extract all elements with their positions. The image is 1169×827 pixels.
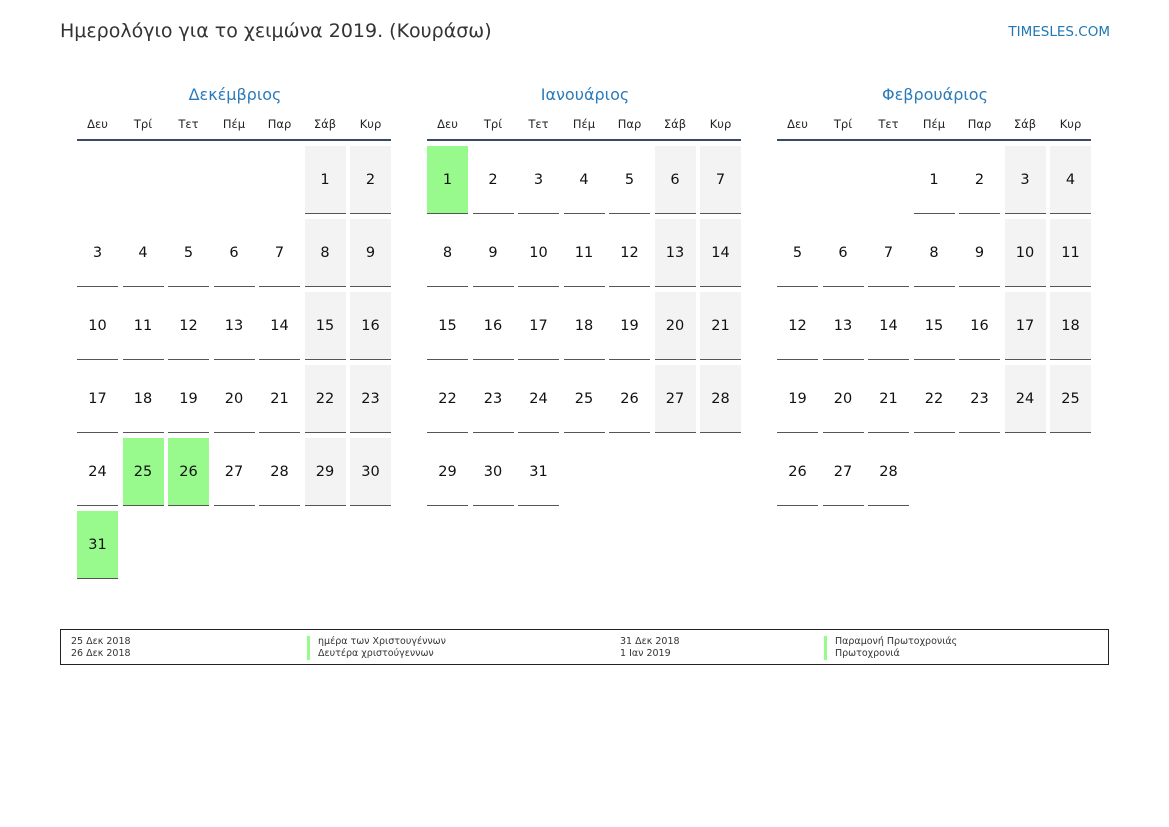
weekday-label: Πέμ	[922, 117, 946, 131]
legend-date: 1 Ιαν 2019	[620, 648, 671, 659]
weekday-label: Σάβ	[663, 117, 687, 131]
weekday-label: Πέμ	[572, 117, 596, 131]
page-title: Ημερολόγιο για το χειμώνα 2019. (Κουράσω)	[60, 20, 492, 42]
day-cell[interactable]: 18	[123, 365, 164, 433]
day-cell[interactable]: 9	[959, 219, 1000, 287]
month-2	[427, 83, 743, 480]
weekday-label: Σάβ	[1013, 117, 1037, 131]
day-cell[interactable]: 8	[427, 219, 468, 287]
day-cell[interactable]: 4	[123, 219, 164, 287]
day-cell[interactable]: 28	[868, 438, 909, 506]
day-cell[interactable]: 27	[655, 365, 696, 433]
day-cell[interactable]: 13	[655, 219, 696, 287]
legend-holiday-name: Δευτέρα χριστούγεννων	[307, 648, 434, 660]
day-cell[interactable]: 24	[77, 438, 118, 506]
weekday-label: Τρί	[133, 117, 153, 131]
day-cell[interactable]: 26	[609, 365, 650, 433]
day-cell[interactable]: 7	[868, 219, 909, 287]
weekday-header	[77, 113, 391, 141]
weekday-label: Δευ	[787, 117, 808, 131]
day-cell[interactable]: 11	[564, 219, 605, 287]
day-cell[interactable]: 14	[700, 219, 741, 287]
day-cell[interactable]: 30	[350, 438, 391, 506]
day-cell[interactable]: 1	[914, 146, 955, 214]
day-cell[interactable]: 8	[914, 219, 955, 287]
day-cell[interactable]: 16	[959, 292, 1000, 360]
day-cell[interactable]: 19	[168, 365, 209, 433]
weekday-label: Τρί	[833, 117, 853, 131]
day-cell[interactable]: 21	[868, 365, 909, 433]
day-cell[interactable]: 4	[564, 146, 605, 214]
day-cell[interactable]: 29	[427, 438, 468, 506]
brand-link[interactable]: TIMESLES.COM	[1008, 24, 1110, 40]
weekday-header	[777, 113, 1091, 141]
day-cell[interactable]: 23	[959, 365, 1000, 433]
day-cell[interactable]: 15	[914, 292, 955, 360]
day-cell[interactable]: 9	[473, 219, 514, 287]
day-cell[interactable]: 5	[777, 219, 818, 287]
day-cell[interactable]: 30	[473, 438, 514, 506]
day-cell[interactable]: 10	[1005, 219, 1046, 287]
day-cell[interactable]: 23	[473, 365, 514, 433]
legend-date: 25 Δεκ 2018	[71, 636, 131, 647]
weekday-label: Κυρ	[1059, 117, 1082, 131]
day-cell[interactable]: 5	[609, 146, 650, 214]
day-cell[interactable]: 2	[473, 146, 514, 214]
day-cell[interactable]: 15	[427, 292, 468, 360]
day-cell[interactable]: 14	[868, 292, 909, 360]
weekday-label: Παρ	[267, 117, 292, 131]
day-cell[interactable]: 20	[214, 365, 255, 433]
weekday-label: Παρ	[617, 117, 642, 131]
weekday-label: Πέμ	[222, 117, 246, 131]
day-cell[interactable]: 1	[305, 146, 346, 214]
day-cell[interactable]: 27	[823, 438, 864, 506]
day-cell[interactable]: 21	[259, 365, 300, 433]
month-title: Ιανουάριος	[540, 85, 630, 104]
day-cell[interactable]: 22	[305, 365, 346, 433]
day-cell[interactable]: 14	[259, 292, 300, 360]
day-cell[interactable]: 21	[700, 292, 741, 360]
weekday-label: Δευ	[87, 117, 108, 131]
month-3	[777, 83, 1093, 480]
day-cell[interactable]: 23	[350, 365, 391, 433]
legend-holiday-name: ημέρα των Χριστουγέννων	[307, 636, 446, 648]
holiday-legend	[60, 629, 1109, 665]
weekday-label: Σάβ	[313, 117, 337, 131]
day-cell[interactable]: 29	[305, 438, 346, 506]
day-cell[interactable]: 22	[427, 365, 468, 433]
day-cell[interactable]: 11	[1050, 219, 1091, 287]
month-title: Δεκέμβριος	[188, 85, 282, 104]
day-cell[interactable]: 31	[518, 438, 559, 506]
day-cell[interactable]: 9	[350, 219, 391, 287]
day-cell[interactable]: 31	[77, 511, 118, 579]
legend-holiday-name: Παραμονή Πρωτοχρονιάς	[824, 636, 957, 648]
day-cell[interactable]: 17	[1005, 292, 1046, 360]
day-cell[interactable]: 13	[823, 292, 864, 360]
day-cell[interactable]: 12	[168, 292, 209, 360]
day-cell[interactable]: 24	[1005, 365, 1046, 433]
day-cell[interactable]: 26	[168, 438, 209, 506]
day-cell[interactable]: 7	[259, 219, 300, 287]
day-cell[interactable]: 12	[777, 292, 818, 360]
weekday-label: Τετ	[878, 117, 899, 131]
day-cell[interactable]: 16	[350, 292, 391, 360]
day-cell[interactable]: 18	[564, 292, 605, 360]
weekday-label: Κυρ	[709, 117, 732, 131]
day-cell[interactable]: 13	[214, 292, 255, 360]
day-cell[interactable]: 12	[609, 219, 650, 287]
day-cell[interactable]: 3	[77, 219, 118, 287]
day-cell[interactable]: 10	[518, 219, 559, 287]
legend-date: 31 Δεκ 2018	[620, 636, 680, 647]
day-cell[interactable]: 15	[305, 292, 346, 360]
day-cell[interactable]: 24	[518, 365, 559, 433]
day-cell[interactable]: 6	[823, 219, 864, 287]
day-cell[interactable]: 7	[700, 146, 741, 214]
day-cell[interactable]: 5	[168, 219, 209, 287]
day-cell[interactable]: 22	[914, 365, 955, 433]
day-cell[interactable]: 2	[959, 146, 1000, 214]
day-cell[interactable]: 20	[823, 365, 864, 433]
day-cell[interactable]: 20	[655, 292, 696, 360]
day-cell[interactable]: 1	[427, 146, 468, 214]
day-cell[interactable]: 18	[1050, 292, 1091, 360]
weekday-header	[427, 113, 741, 141]
day-cell[interactable]: 6	[214, 219, 255, 287]
day-cell[interactable]: 3	[518, 146, 559, 214]
day-cell[interactable]: 10	[77, 292, 118, 360]
weekday-label: Κυρ	[359, 117, 382, 131]
day-cell[interactable]: 6	[655, 146, 696, 214]
legend-holiday-name: Πρωτοχρονιά	[824, 648, 900, 660]
day-cell[interactable]: 17	[518, 292, 559, 360]
weekday-label: Τρί	[483, 117, 503, 131]
day-cell[interactable]: 2	[350, 146, 391, 214]
day-cell[interactable]: 26	[777, 438, 818, 506]
day-cell[interactable]: 8	[305, 219, 346, 287]
weekday-label: Παρ	[967, 117, 992, 131]
day-cell[interactable]: 28	[700, 365, 741, 433]
weekday-label: Τετ	[178, 117, 199, 131]
day-cell[interactable]: 25	[564, 365, 605, 433]
month-title: Φεβρουάριος	[882, 85, 988, 104]
weekday-label: Δευ	[437, 117, 458, 131]
day-cell[interactable]: 16	[473, 292, 514, 360]
day-cell[interactable]: 28	[259, 438, 300, 506]
day-cell[interactable]: 25	[1050, 365, 1091, 433]
weekday-label: Τετ	[528, 117, 549, 131]
day-cell[interactable]: 4	[1050, 146, 1091, 214]
day-cell[interactable]: 17	[77, 365, 118, 433]
day-cell[interactable]: 19	[777, 365, 818, 433]
day-cell[interactable]: 27	[214, 438, 255, 506]
day-cell[interactable]: 25	[123, 438, 164, 506]
month-1	[77, 83, 393, 553]
day-cell[interactable]: 19	[609, 292, 650, 360]
legend-date: 26 Δεκ 2018	[71, 648, 131, 659]
day-cell[interactable]: 3	[1005, 146, 1046, 214]
day-cell[interactable]: 11	[123, 292, 164, 360]
